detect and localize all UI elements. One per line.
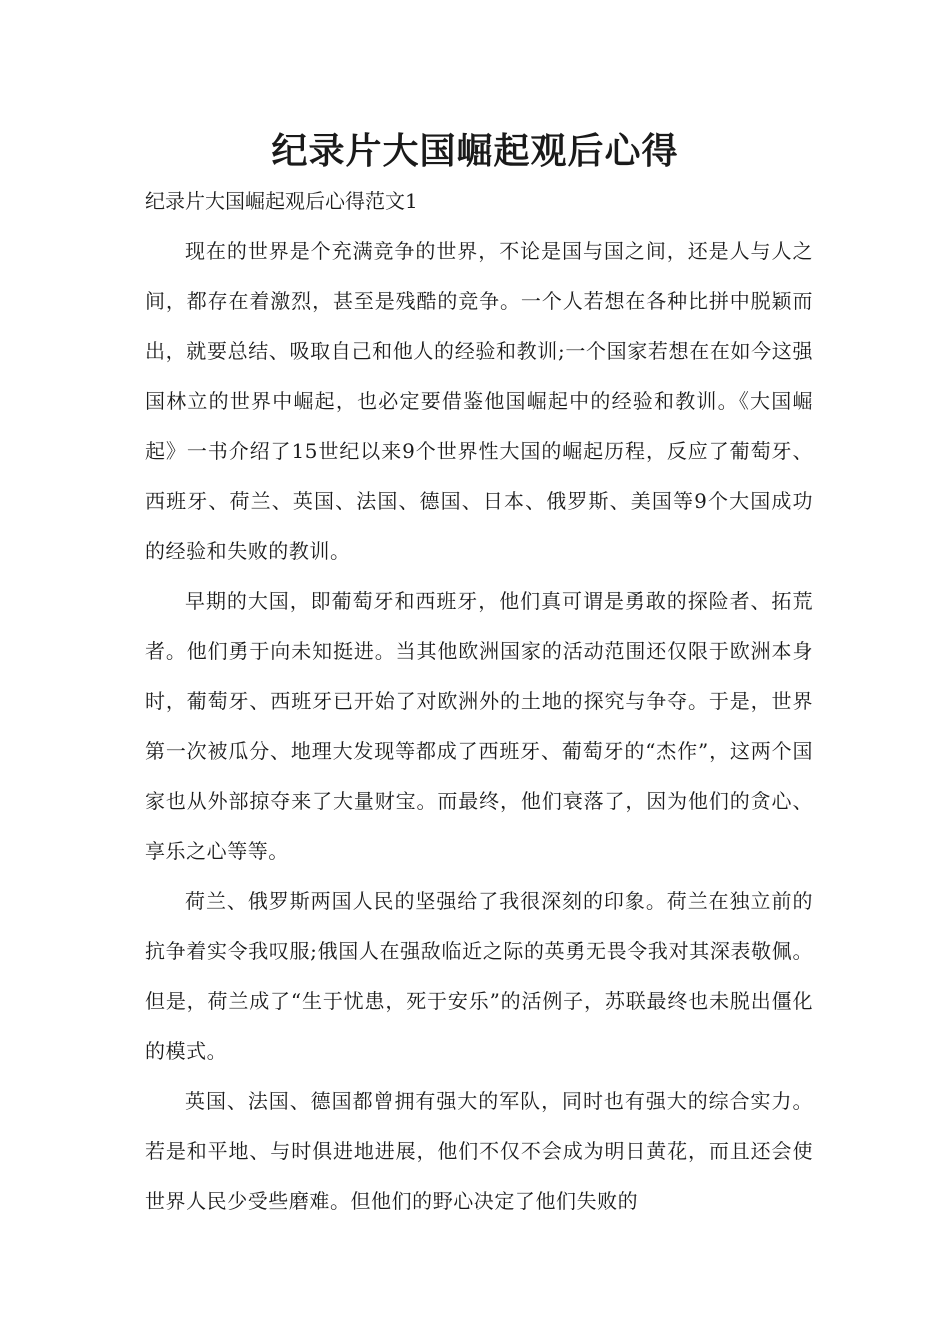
document-title: 纪录片大国崛起观后心得: [271, 131, 679, 172]
paragraph-4: 英国、法国、德国都曾拥有强大的军队，同时也有强大的综合实力。若是和平地、与时俱进地进展，他们不仅不会成为明日黄花，而且还会使世界人民少受些磨难。但他们的野心决定了他们失败的: [145, 1089, 813, 1213]
paragraph-2: 早期的大国，即葡萄牙和西班牙，他们真可谓是勇敢的探险者、拓荒者。他们勇于向未知挺进。当其他欧洲国家的活动范围还仅限于欧洲本身时，葡萄牙、西班牙已开始了对欧洲外的土地的探究与争夺。于是，世界第一次被瓜分、地理大发现等都成了西班牙、葡萄牙的“杰作”，这两个国家也从外部掠夺来了大量财宝。而最终，他们衰落了，因为他们的贪心、享乐之心等等。: [145, 589, 813, 863]
document-body: [145, 226, 813, 1226]
document-subtitle: 纪录片大国崛起观后心得范文1: [145, 189, 418, 213]
paragraph-1: 现在的世界是个充满竞争的世界，不论是国与国之间，还是人与人之间，都存在着激烈，甚至是残酷的竞争。一个人若想在各种比拼中脱颖而出，就要总结、吸取自己和他人的经验和教训;一个国家若想在在如今这强国林立的世界中崛起，也必定要借鉴他国崛起中的经验和教训。《大国崛起》一书介绍了15世纪以来9个世界性大国的崛起历程，反应了葡萄牙、西班牙、荷兰、英国、法国、德国、日本、俄罗斯、美国等9个大国成功的经验和失败的教训。: [145, 239, 813, 563]
paragraph-3: 荷兰、俄罗斯两国人民的坚强给了我很深刻的印象。荷兰在独立前的抗争着实令我叹服;俄国人在强敌临近之际的英勇无畏令我对其深表敬佩。但是，荷兰成了“生于忧患，死于安乐”的活例子，苏联最终也未脱出僵化的模式。: [145, 889, 813, 1063]
